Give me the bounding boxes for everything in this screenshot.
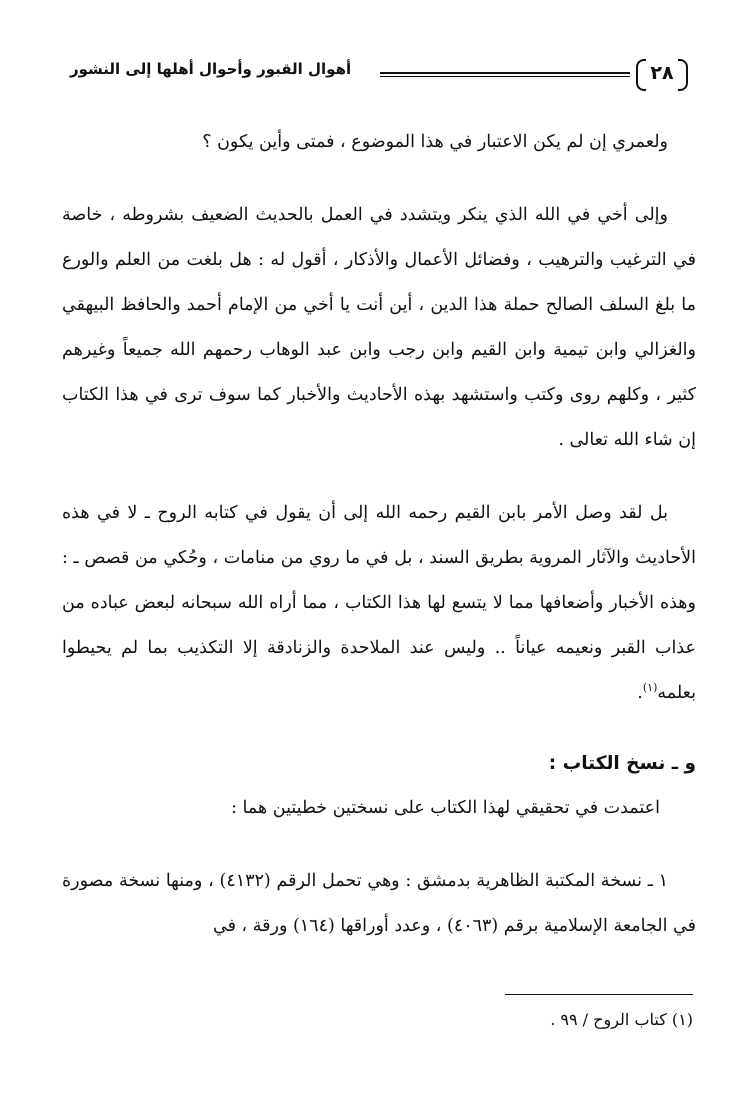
footnote-reference: (١) [642,681,658,695]
page-header [70,56,690,90]
paragraph-3-text: بل لقد وصل الأمر بابن القيم رحمه الله إلى أن يقول في كتابه الروح ـ لا في هذه الأحاديث والآثار المروية بطريق السند ، بل في ما روي من منامات ، وحُكي من قصص ـ : وهذه الأخبار وأضعافها مما لا يتسع لها هذا الكتاب ، مما أراه الله سبحانه لبعض عباده من عذاب القبر ونعيمه عياناً .. وليس عند الملاحدة والزنادقة إلا التكذيب بما لم يحيطوا بعلمه [62,503,696,703]
paragraph-1: ولعمري إن لم يكن الاعتبار في هذا الموضوع ، فمتى وأين يكون ؟ [202,132,668,152]
body-text [62,120,696,949]
running-title: أهوال القبور وأحوال أهلها إلى النشور [70,60,352,78]
header-rule [380,72,630,77]
section-intro: اعتمدت في تحقيقي لهذا الكتاب على نسختين خطيتين هما : [231,798,660,818]
section-heading: و ـ نسخ الكتاب : [548,753,696,774]
paragraph-3 [62,491,696,716]
paragraph-2: وإلى أخي في الله الذي ينكر ويتشدد في العمل بالحديث الضعيف بشروطه ، خاصة في الترغيب والترهيب ، وفضائل الأعمال والأذكار ، أقول له : هل بلغت من العلم والورع ما بلغ السلف الصالح حملة هذا الدين ، أين أنت يا أخي من الإمام أحمد والحافظ البيهقي والغزالي وابن تيمية وابن القيم وابن رجب وابن عبد الوهاب رحمهم الله جميعاً وغيرهم كثير ، وكلهم روى وكتب واستشهد بهذه الأحاديث والأخبار كما سوف ترى في هذا الكتاب إن شاء الله تعالى . [62,205,696,450]
page-number-text: ٢٨ [650,62,674,84]
footnote-rule [505,994,693,995]
manuscript-item-1: ١ ـ نسخة المكتبة الظاهرية بدمشق : وهي تحمل الرقم (٤١٣٢) ، ومنها نسخة مصورة في الجامعة الإسلامية برقم (٤٠٦٣) ، وعدد أوراقها (١٦٤) ورقة ، في [62,871,696,936]
page-number [634,56,690,90]
footnote: (١) كتاب الروح / ٩٩ . [550,1010,693,1029]
paragraph-3-end: . [637,683,643,703]
